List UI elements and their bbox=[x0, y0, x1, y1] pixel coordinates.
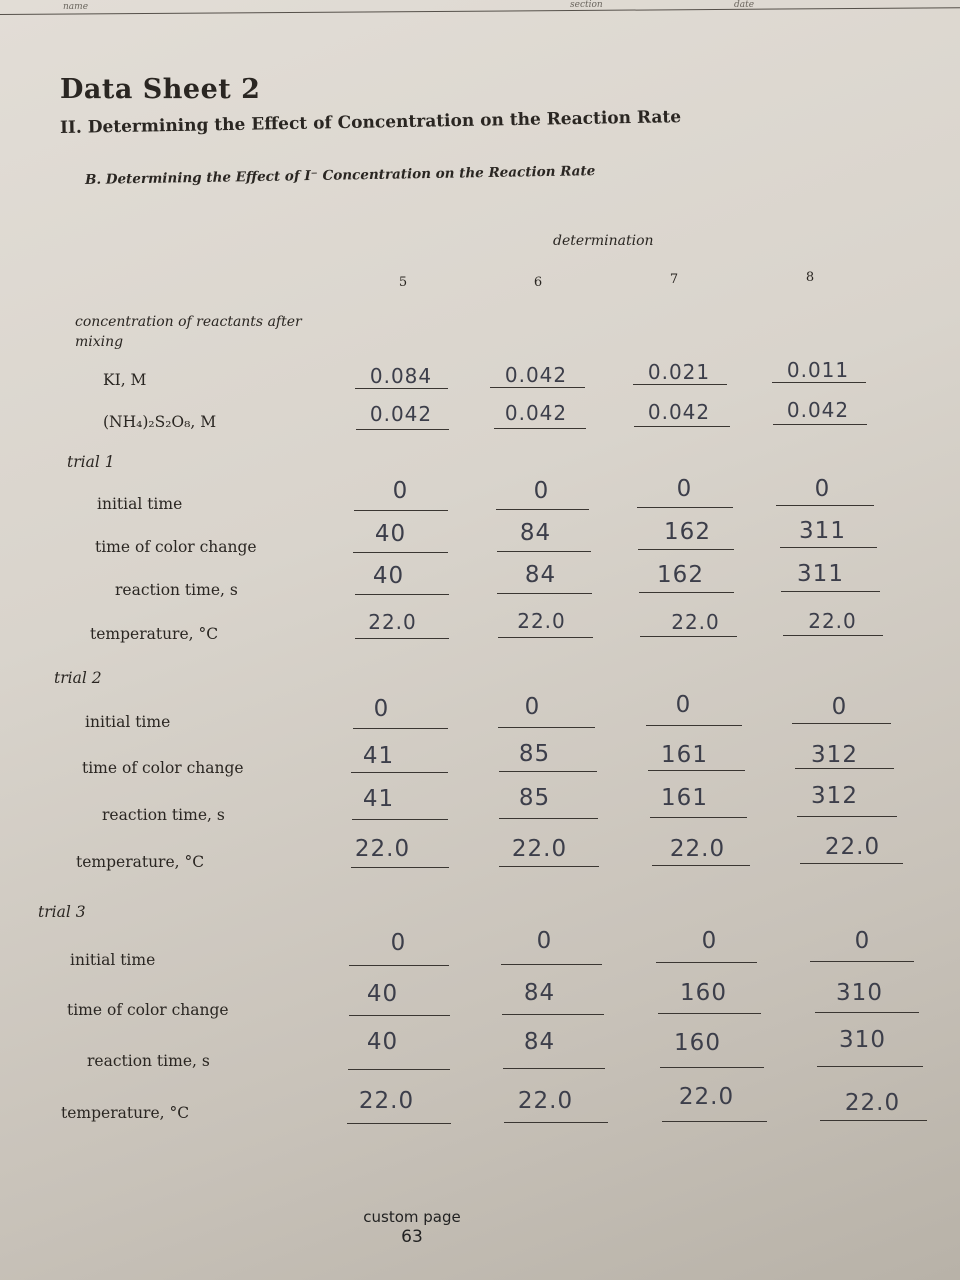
trial-3-temp-line-5 bbox=[347, 1123, 451, 1124]
trial-2-initial-5: 0 bbox=[373, 696, 390, 722]
trial-3-initial-line-7 bbox=[656, 962, 757, 963]
trial-3-temp-line-6 bbox=[504, 1122, 608, 1123]
trial-3-initial-6: 0 bbox=[536, 928, 553, 954]
trial-3-temp-7: 22.0 bbox=[678, 1084, 735, 1110]
trial-2-temp-5: 22.0 bbox=[354, 836, 411, 862]
trial-1-temperature-label: temperature, °C bbox=[90, 625, 219, 643]
trial-1-color-8: 311 bbox=[799, 518, 846, 544]
trial-2-initial-8: 0 bbox=[831, 694, 848, 720]
ki-line-7 bbox=[633, 384, 727, 385]
trial-1-temp-7: 22.0 bbox=[671, 610, 720, 634]
trial-2-temp-line-6 bbox=[499, 866, 599, 867]
trial-1-color-line-8 bbox=[780, 547, 877, 548]
trial-1-reaction-7: 162 bbox=[657, 562, 704, 588]
persulfate-value-7: 0.042 bbox=[647, 400, 711, 424]
trial-1-initial-line-5 bbox=[354, 510, 448, 511]
ki-value-6: 0.042 bbox=[504, 363, 568, 387]
page-footer bbox=[362, 1207, 462, 1247]
column-number-7: 7 bbox=[669, 272, 679, 287]
trial-1-reaction-line-5 bbox=[355, 594, 449, 595]
persulfate-line-5 bbox=[356, 429, 449, 430]
trial-2-color-8: 312 bbox=[811, 742, 858, 768]
trial-1-reaction-line-6 bbox=[497, 593, 592, 594]
trial-2-initial-line-5 bbox=[353, 728, 448, 729]
trial-1-reaction-8: 311 bbox=[797, 561, 844, 587]
trial-1-initial-5: 0 bbox=[392, 478, 409, 504]
trial-2-reaction-line-8 bbox=[797, 816, 897, 817]
trial-2-color-line-8 bbox=[795, 768, 894, 769]
ki-value-5: 0.084 bbox=[369, 364, 433, 388]
trial-1-temp-8: 22.0 bbox=[808, 609, 857, 633]
trial-2-reaction-line-7 bbox=[650, 817, 747, 818]
trial-2-reaction-8: 312 bbox=[811, 783, 858, 809]
trial-3-reaction-line-6 bbox=[503, 1068, 605, 1069]
trial-2-temp-6: 22.0 bbox=[511, 836, 568, 862]
trial-3-color-line-5 bbox=[349, 1015, 450, 1016]
trial-1-temp-line-8 bbox=[783, 635, 883, 636]
trial-1-temp-line-6 bbox=[498, 637, 593, 638]
trial-3-initial-8: 0 bbox=[854, 928, 871, 954]
ki-value-8: 0.011 bbox=[786, 358, 850, 382]
trial-1-label: trial 1 bbox=[67, 453, 115, 471]
trial-1-color-7: 162 bbox=[664, 519, 711, 545]
footer-custom-page: custom page bbox=[363, 1208, 461, 1226]
trial-2-initial-line-6 bbox=[498, 727, 595, 728]
persulfate-line-8 bbox=[773, 424, 867, 425]
date-label: date bbox=[734, 0, 755, 10]
trial-2-temperature-label: temperature, °C bbox=[76, 853, 205, 871]
trial-2-color-change-label: time of color change bbox=[82, 759, 244, 777]
trial-2-initial-line-8 bbox=[792, 723, 891, 724]
trial-3-temp-line-8 bbox=[820, 1120, 927, 1121]
trial-2-initial-6: 0 bbox=[524, 694, 541, 720]
trial-3-color-line-6 bbox=[502, 1014, 604, 1015]
trial-1-temp-5: 22.0 bbox=[368, 610, 417, 634]
trial-2-color-5: 41 bbox=[362, 743, 395, 769]
column-number-6: 6 bbox=[533, 275, 543, 290]
trial-2-color-7: 161 bbox=[661, 742, 708, 768]
trial-1-color-5: 40 bbox=[374, 521, 407, 547]
trial-1-color-6: 84 bbox=[519, 520, 552, 546]
trial-3-reaction-line-5 bbox=[348, 1069, 450, 1070]
trial-1-color-line-5 bbox=[353, 552, 448, 553]
trial-2-temp-7: 22.0 bbox=[669, 836, 726, 862]
trial-2-temp-8: 22.0 bbox=[824, 834, 881, 860]
ki-line-8 bbox=[772, 382, 866, 383]
trial-3-temp-5: 22.0 bbox=[358, 1088, 415, 1114]
trial-2-reaction-5: 41 bbox=[362, 786, 395, 812]
trial-1-initial-6: 0 bbox=[533, 478, 550, 504]
trial-3-temp-8: 22.0 bbox=[844, 1090, 901, 1116]
trial-2-reaction-time-label: reaction time, s bbox=[102, 806, 225, 824]
header-rule bbox=[0, 7, 960, 15]
trial-1-reaction-line-8 bbox=[781, 591, 880, 592]
ki-line-6 bbox=[490, 387, 585, 388]
trial-3-reaction-6: 84 bbox=[523, 1029, 556, 1055]
persulfate-line-6 bbox=[494, 428, 586, 429]
trial-2-color-line-6 bbox=[499, 771, 597, 772]
trial-3-reaction-8: 310 bbox=[839, 1027, 886, 1053]
trial-2-initial-line-7 bbox=[646, 725, 742, 726]
trial-3-initial-line-6 bbox=[501, 964, 602, 965]
trial-3-color-line-8 bbox=[815, 1012, 919, 1013]
column-number-8: 8 bbox=[805, 270, 815, 285]
trial-3-initial-time-label: initial time bbox=[70, 951, 156, 969]
trial-3-initial-line-5 bbox=[349, 965, 449, 966]
persulfate-value-5: 0.042 bbox=[369, 402, 433, 426]
persulfate-line-7 bbox=[634, 426, 730, 427]
trial-3-reaction-5: 40 bbox=[366, 1029, 399, 1055]
trial-3-color-change-label: time of color change bbox=[67, 1001, 229, 1019]
trial-3-temperature-label: temperature, °C bbox=[61, 1104, 190, 1122]
name-label: name bbox=[63, 2, 89, 12]
trial-1-reaction-time-label: reaction time, s bbox=[115, 581, 238, 599]
trial-3-color-7: 160 bbox=[680, 980, 727, 1006]
trial-1-temp-line-5 bbox=[355, 638, 449, 639]
column-number-5: 5 bbox=[398, 275, 408, 290]
trial-2-temp-line-5 bbox=[351, 867, 449, 868]
trial-2-reaction-line-5 bbox=[352, 819, 448, 820]
trial-2-color-line-7 bbox=[648, 770, 745, 771]
trial-1-reaction-line-7 bbox=[639, 592, 734, 593]
trial-1-initial-line-8 bbox=[776, 505, 874, 506]
persulfate-label: (NH₄)₂S₂O₈, M bbox=[103, 413, 217, 431]
trial-3-reaction-7: 160 bbox=[674, 1030, 721, 1056]
subsection-heading: B. Determining the Effect of I⁻ Concentration on the Reaction Rate bbox=[84, 163, 596, 188]
trial-1-temp-6: 22.0 bbox=[517, 609, 566, 633]
ki-line-5 bbox=[355, 388, 448, 389]
trial-2-color-line-5 bbox=[351, 772, 448, 773]
trial-3-reaction-time-label: reaction time, s bbox=[87, 1052, 210, 1070]
trial-3-label: trial 3 bbox=[38, 903, 86, 921]
trial-1-initial-line-6 bbox=[496, 509, 589, 510]
trial-3-initial-5: 0 bbox=[390, 930, 407, 956]
determination-label: determination bbox=[553, 233, 654, 249]
trial-3-reaction-line-8 bbox=[817, 1066, 923, 1067]
trial-1-color-line-7 bbox=[638, 549, 734, 550]
persulfate-value-6: 0.042 bbox=[504, 401, 568, 425]
trial-1-initial-time-label: initial time bbox=[97, 495, 183, 513]
trial-3-color-line-7 bbox=[658, 1013, 761, 1014]
page-number: 63 bbox=[401, 1227, 423, 1247]
trial-1-temp-line-7 bbox=[640, 636, 737, 637]
trial-2-temp-line-8 bbox=[800, 863, 903, 864]
trial-3-temp-line-7 bbox=[662, 1121, 767, 1122]
trial-2-reaction-7: 161 bbox=[661, 785, 708, 811]
trial-3-color-8: 310 bbox=[836, 980, 883, 1006]
page-title: Data Sheet 2 bbox=[60, 74, 261, 105]
trial-1-reaction-5: 40 bbox=[372, 563, 405, 589]
trial-2-initial-7: 0 bbox=[675, 692, 692, 718]
trial-2-reaction-line-6 bbox=[499, 818, 598, 819]
ki-label: KI, M bbox=[103, 371, 147, 389]
ki-value-7: 0.021 bbox=[647, 360, 711, 384]
trial-3-initial-7: 0 bbox=[701, 928, 718, 954]
trial-1-color-change-label: time of color change bbox=[95, 538, 257, 556]
concentration-label: concentration of reactants after mixing bbox=[75, 314, 302, 350]
section-label: section bbox=[570, 0, 603, 10]
trial-1-initial-line-7 bbox=[637, 507, 733, 508]
trial-3-reaction-line-7 bbox=[660, 1067, 764, 1068]
trial-3-color-5: 40 bbox=[366, 981, 399, 1007]
trial-2-temp-line-7 bbox=[652, 865, 750, 866]
trial-3-color-6: 84 bbox=[523, 980, 556, 1006]
trial-1-color-line-6 bbox=[497, 551, 591, 552]
trial-3-temp-6: 22.0 bbox=[517, 1088, 574, 1114]
section-heading: II. Determining the Effect of Concentration on the Reaction Rate bbox=[59, 107, 682, 138]
trial-1-reaction-6: 84 bbox=[524, 562, 557, 588]
trial-2-reaction-6: 85 bbox=[518, 785, 551, 811]
trial-2-color-6: 85 bbox=[518, 741, 551, 767]
trial-1-initial-8: 0 bbox=[814, 476, 831, 502]
trial-3-initial-line-8 bbox=[810, 961, 914, 962]
trial-1-initial-7: 0 bbox=[676, 476, 693, 502]
trial-2-label: trial 2 bbox=[54, 669, 102, 687]
persulfate-value-8: 0.042 bbox=[786, 398, 850, 422]
trial-2-initial-time-label: initial time bbox=[85, 713, 171, 731]
